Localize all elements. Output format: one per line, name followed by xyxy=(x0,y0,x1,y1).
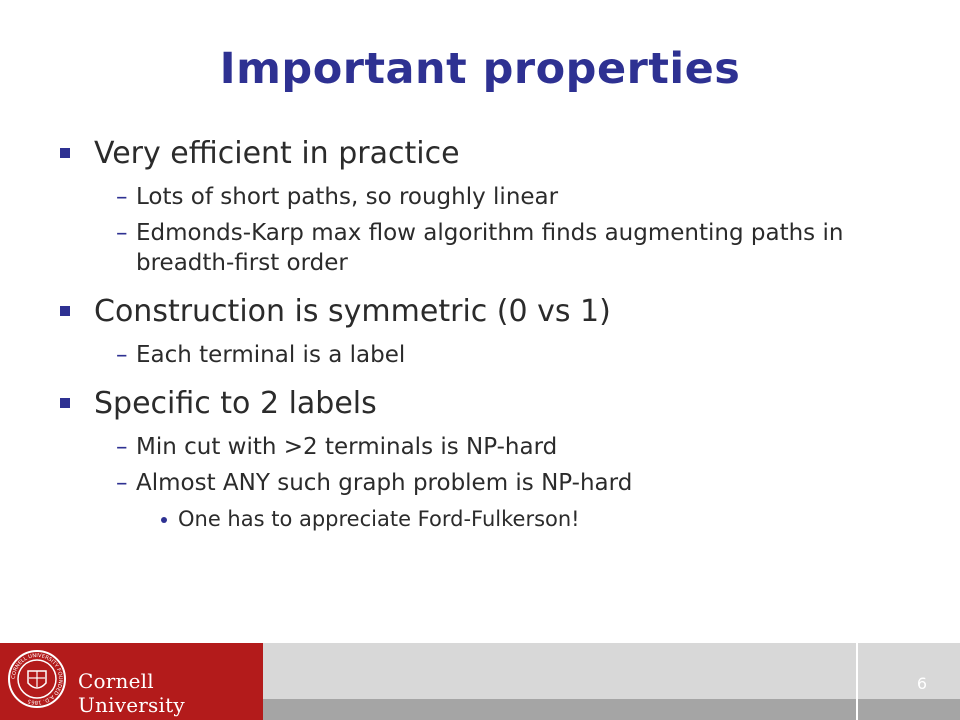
footer-divider xyxy=(856,643,858,720)
sub-bullet-text: Min cut with >2 terminals is NP-hard xyxy=(136,434,558,460)
sub-bullet-text: Almost ANY such graph problem is NP-hard xyxy=(136,470,633,496)
square-bullet-icon xyxy=(60,306,70,316)
slide-title: Important properties xyxy=(219,44,741,94)
sub-bullet-text: Edmonds-Karp max flow algorithm finds augmenting paths in breadth-first order xyxy=(136,220,844,276)
sub-bullet-text: Each terminal is a label xyxy=(136,342,406,368)
sub-bullet-item xyxy=(58,432,918,462)
university-name: Cornell University xyxy=(78,669,185,717)
sub-sub-bullet-item xyxy=(58,504,918,534)
dash-bullet-icon: – xyxy=(116,470,128,496)
bullet-text: Very efficient in practice xyxy=(94,136,460,171)
cornell-logo-block xyxy=(0,643,263,720)
dash-bullet-icon: – xyxy=(116,434,128,460)
slide-content xyxy=(58,132,918,534)
cornell-seal-icon xyxy=(7,649,67,709)
sub-bullet-item xyxy=(58,182,918,212)
square-bullet-icon xyxy=(60,398,70,408)
dot-bullet-icon xyxy=(161,517,167,523)
seal-text: CORNELL UNIVERSITY FOUNDED A.D. 1865 xyxy=(10,652,64,706)
dash-bullet-icon: – xyxy=(116,342,128,368)
sub-bullet-item xyxy=(58,468,918,498)
dash-bullet-icon: – xyxy=(116,220,128,246)
sub-bullet-text: Lots of short paths, so roughly linear xyxy=(136,184,559,210)
page-number: 6 xyxy=(916,674,928,693)
bullet-text: Specific to 2 labels xyxy=(94,386,377,421)
bullet-text: Construction is symmetric (0 vs 1) xyxy=(94,294,611,329)
sub-bullet-item xyxy=(58,340,918,370)
bullet-item xyxy=(58,290,918,334)
sub-bullet-item xyxy=(58,218,918,278)
slide-footer xyxy=(0,643,960,720)
square-bullet-icon xyxy=(60,148,70,158)
bullet-item xyxy=(58,132,918,176)
sub-sub-bullet-text: One has to appreciate Ford-Fulkerson! xyxy=(178,507,580,531)
dash-bullet-icon: – xyxy=(116,184,128,210)
bullet-item xyxy=(58,382,918,426)
